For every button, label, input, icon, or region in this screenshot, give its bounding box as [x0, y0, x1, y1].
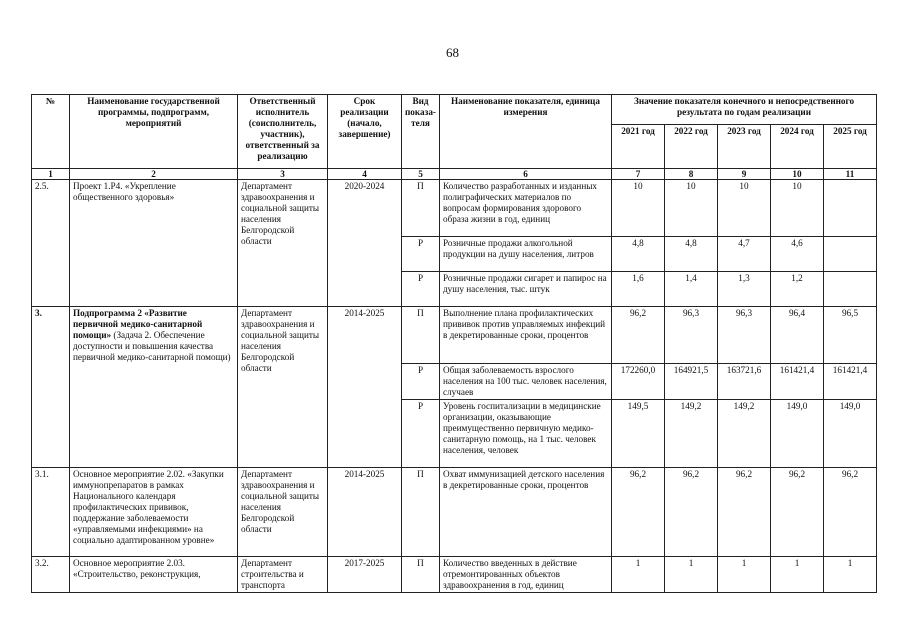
- row-term: 2020-2024: [328, 180, 402, 307]
- indicator-value: 96,2: [718, 468, 771, 557]
- indicator-value: 10: [718, 180, 771, 237]
- table-row: [32, 307, 877, 364]
- program-table: [31, 94, 877, 593]
- indicator-name: Количество разработанных и изданных полиграфических материалов по вопросам формирования здорового образа жизни в год, единиц: [440, 180, 612, 237]
- indicator-value: 149,2: [665, 400, 718, 468]
- page-number: 68: [446, 45, 459, 60]
- column-number: 1: [32, 169, 70, 180]
- header-year: 2024 год: [771, 125, 824, 169]
- indicator-value: 10: [612, 180, 665, 237]
- row-num: 3.1.: [32, 468, 70, 557]
- header-indicator: Наименование показателя, единица измерения: [440, 95, 612, 169]
- header-executor: Ответственный исполнитель (соисполнитель, участник), ответственный за реализацию: [238, 95, 328, 169]
- row-executor: Департамент здравоохранения и социальной защиты населения Белгородской области: [238, 307, 328, 468]
- indicator-type: П: [402, 557, 440, 593]
- indicator-value: 149,5: [612, 400, 665, 468]
- indicator-name: Количество введенных в действие отремонтированных объектов здравоохранения в год, единиц: [440, 557, 612, 593]
- column-number: 6: [440, 169, 612, 180]
- row-name: [70, 307, 238, 468]
- indicator-type: П: [402, 180, 440, 237]
- row-num: 3.: [32, 307, 70, 468]
- indicator-value: 1,4: [665, 272, 718, 307]
- indicator-value: 10: [771, 180, 824, 237]
- indicator-value: 4,8: [612, 237, 665, 272]
- header-year: 2022 год: [665, 125, 718, 169]
- table-row: [32, 468, 877, 557]
- indicator-name: Выполнение плана профилактических прививок против управляемых инфекций в декретированные сроки, процентов: [440, 307, 612, 364]
- indicator-value: 1: [612, 557, 665, 593]
- indicator-name: Уровень госпитализации в медицинские организации, оказывающие преимущественно первичную медико-санитарную помощь, на 1 тыс. человек населения, человек: [440, 400, 612, 468]
- indicator-type: Р: [402, 237, 440, 272]
- header-year: 2025 год: [824, 125, 877, 169]
- indicator-value: 96,5: [824, 307, 877, 364]
- indicator-type: П: [402, 468, 440, 557]
- header-type: Вид показа-теля: [402, 95, 440, 169]
- indicator-value: 96,2: [771, 468, 824, 557]
- indicator-value: 96,3: [718, 307, 771, 364]
- table-row: [32, 557, 877, 593]
- row-executor: Департамент строительства и транспорта: [238, 557, 328, 593]
- indicator-value: 96,2: [612, 468, 665, 557]
- indicator-value: 4,6: [771, 237, 824, 272]
- indicator-value: 149,2: [718, 400, 771, 468]
- indicator-value: 96,2: [612, 307, 665, 364]
- row-executor: Департамент здравоохранения и социальной защиты населения Белгородской области: [238, 468, 328, 557]
- subprogram-title: Подпрограмма 2 «Развитие первичной медико-санитарной помощи»: [73, 308, 203, 340]
- indicator-type: Р: [402, 364, 440, 400]
- indicator-value: [824, 237, 877, 272]
- column-numbers-row: [32, 169, 877, 180]
- indicator-value: 96,4: [771, 307, 824, 364]
- row-executor: Департамент здравоохранения и социальной защиты населения Белгородской области: [238, 180, 328, 307]
- row-term: 2014-2025: [328, 468, 402, 557]
- header-term: Срок реализации (начало, завершение): [328, 95, 402, 169]
- indicator-value: [824, 272, 877, 307]
- indicator-value: 161421,4: [771, 364, 824, 400]
- header-num: №: [32, 95, 70, 169]
- column-number: 9: [718, 169, 771, 180]
- indicator-value: 4,7: [718, 237, 771, 272]
- indicator-value: 163721,6: [718, 364, 771, 400]
- row-term: 2017-2025: [328, 557, 402, 593]
- indicator-value: 96,2: [824, 468, 877, 557]
- row-name: Основное мероприятие 2.03. «Строительство, реконструкция,: [70, 557, 238, 593]
- header-name: Наименование государственной программы, подпрограмм, мероприятий: [70, 95, 238, 169]
- indicator-value: [824, 180, 877, 237]
- row-name: Проект 1.Р4. «Укрепление общественного здоровья»: [70, 180, 238, 307]
- column-number: 3: [238, 169, 328, 180]
- indicator-value: 1: [665, 557, 718, 593]
- table-row: [32, 180, 877, 237]
- column-number: 8: [665, 169, 718, 180]
- indicator-name: Общая заболеваемость взрослого населения на 100 тыс. человек населения, случаев: [440, 364, 612, 400]
- indicator-value: 161421,4: [824, 364, 877, 400]
- row-num: 3.2.: [32, 557, 70, 593]
- header-year: 2021 год: [612, 125, 665, 169]
- indicator-type: П: [402, 307, 440, 364]
- subprogram-task: (Задача 2. Обеспечение доступности и повышения качества первичной медико-санитарной помощи): [73, 330, 231, 362]
- indicator-type: Р: [402, 272, 440, 307]
- indicator-value: 172260,0: [612, 364, 665, 400]
- header-year: 2023 год: [718, 125, 771, 169]
- row-name: Основное мероприятие 2.02. «Закупки иммунопрепаратов в рамках Национального календаря профилактических прививок, поддержание заболеваемости «управляемыми инфекциями» на социально адаптированном уровне»: [70, 468, 238, 557]
- column-number: 4: [328, 169, 402, 180]
- indicator-name: Розничные продажи алкогольной продукции на душу населения, литров: [440, 237, 612, 272]
- indicator-name: Розничные продажи сигарет и папирос на душу населения, тыс. штук: [440, 272, 612, 307]
- header-values: Значение показателя конечного и непосредственного результата по годам реализации: [612, 95, 877, 125]
- indicator-value: 1,6: [612, 272, 665, 307]
- indicator-value: 1: [771, 557, 824, 593]
- column-number: 11: [824, 169, 877, 180]
- indicator-value: 149,0: [771, 400, 824, 468]
- indicator-value: 164921,5: [665, 364, 718, 400]
- row-term: 2014-2025: [328, 307, 402, 468]
- indicator-value: 1,3: [718, 272, 771, 307]
- indicator-value: 10: [665, 180, 718, 237]
- indicator-value: 1,2: [771, 272, 824, 307]
- column-number: 7: [612, 169, 665, 180]
- indicator-value: 96,3: [665, 307, 718, 364]
- indicator-value: 149,0: [824, 400, 877, 468]
- column-number: 10: [771, 169, 824, 180]
- indicator-value: 1: [824, 557, 877, 593]
- indicator-value: 96,2: [665, 468, 718, 557]
- column-number: 2: [70, 169, 238, 180]
- indicator-value: 1: [718, 557, 771, 593]
- indicator-type: Р: [402, 400, 440, 468]
- indicator-value: 4,8: [665, 237, 718, 272]
- row-num: 2.5.: [32, 180, 70, 307]
- indicator-name: Охват иммунизацией детского населения в декретированные сроки, процентов: [440, 468, 612, 557]
- column-number: 5: [402, 169, 440, 180]
